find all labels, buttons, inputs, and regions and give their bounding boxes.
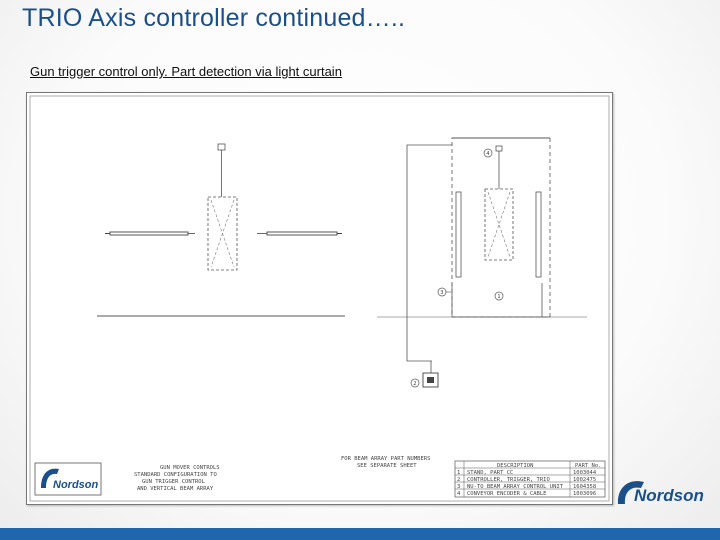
note-line-2: SEE SEPARATE SHEET xyxy=(357,463,417,469)
bom-item: 3 xyxy=(457,484,461,490)
front-view xyxy=(97,144,345,316)
note-line-1: FOR BEAM ARRAY PART NUMBERS xyxy=(341,456,431,462)
bom-part-no: 1604358 xyxy=(573,484,597,490)
drawing-frame xyxy=(30,96,609,501)
callout-2: 2 xyxy=(413,381,417,387)
bom-part-no: 1003044 xyxy=(573,470,597,476)
callout-3: 3 xyxy=(440,290,444,296)
nordson-logo xyxy=(614,470,706,510)
bom-header-part-no: PART No. xyxy=(575,463,602,469)
footer-bar xyxy=(0,528,720,540)
bom-description: STAND, PART CC xyxy=(467,470,514,476)
nordson-logo-text: Nordson xyxy=(634,486,704,505)
bom-part-no: 1003096 xyxy=(573,491,597,497)
caption-line-3: GUN TRIGGER CONTROL xyxy=(142,479,205,485)
bom-table xyxy=(455,461,605,497)
bom-part-no: 1002475 xyxy=(573,477,597,483)
drawing-logo-text: Nordson xyxy=(53,479,99,491)
side-view xyxy=(377,138,587,387)
slide-title: TRIO Axis controller continued….. xyxy=(22,4,406,32)
engineering-drawing xyxy=(26,92,613,505)
bom-header-description: DESCRIPTION xyxy=(497,463,534,469)
bom-description: CONTROLLER, TRIGGER, TRIO xyxy=(467,477,550,483)
callout-4: 4 xyxy=(486,151,490,157)
callout-1: 1 xyxy=(497,294,501,300)
caption-line-1: GUN MOVER CONTROLS xyxy=(160,465,220,471)
bom-description: CONVEYOR ENCODER & CABLE xyxy=(467,491,547,497)
bom-item: 4 xyxy=(457,491,461,497)
caption-line-2: STANDARD CONFIGURATION TO xyxy=(134,472,217,478)
nordson-logo-icon xyxy=(614,470,706,510)
bom-item: 2 xyxy=(457,477,461,483)
slide-subtitle: Gun trigger control only. Part detection via light curtain xyxy=(30,64,342,79)
bom-description: NU-TO BEAM ARRAY CONTROL UNIT xyxy=(467,484,564,490)
bom-item: 1 xyxy=(457,470,461,476)
drawing-canvas xyxy=(27,93,612,504)
caption-line-4: AND VERTICAL BEAM ARRAY xyxy=(137,486,214,492)
